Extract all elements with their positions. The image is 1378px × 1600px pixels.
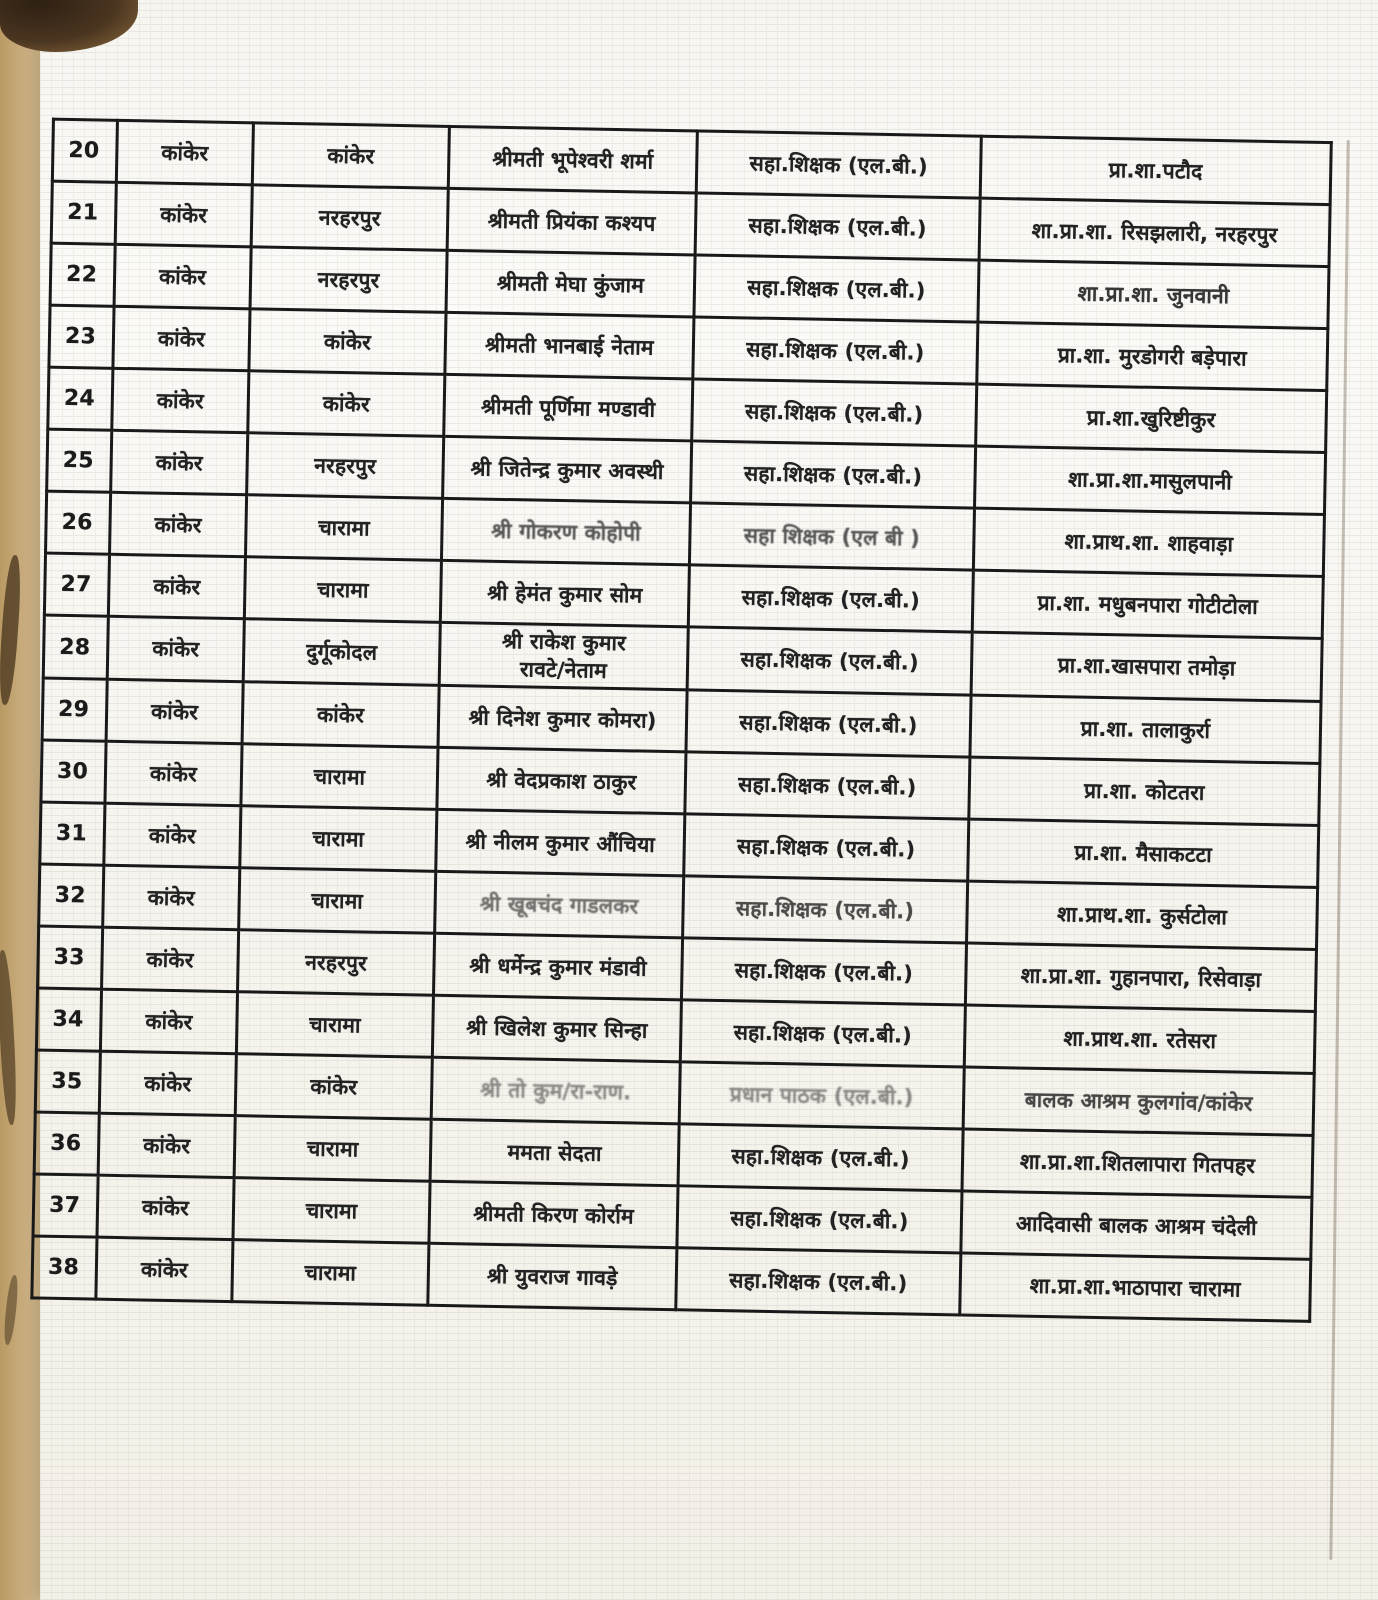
- cell-designation: सहा.शिक्षक (एल.बी.): [693, 317, 978, 384]
- cell-block: कांकेर: [252, 123, 449, 189]
- cell-district: कांकेर: [111, 430, 248, 494]
- cell-school: शा.प्राथ.शा. रतेसरा: [964, 1005, 1315, 1073]
- cell-school: बालक आश्रम कुलगांव/कांकेर: [963, 1067, 1314, 1135]
- cell-serial-number: 32: [39, 864, 104, 927]
- cell-school: प्रा.शा.पटौद: [980, 136, 1331, 204]
- cell-district: कांकेर: [102, 927, 239, 991]
- cell-teacher-name: श्रीमती भानबाई नेताम: [445, 312, 694, 379]
- cell-serial-number: 31: [40, 802, 105, 865]
- cell-teacher-name: श्रीमती पूर्णिमा मण्डावी: [444, 374, 693, 441]
- cell-school: शा.प्रा.शा. गुहानपारा, रिसेवाड़ा: [965, 943, 1316, 1011]
- cell-designation: सहा शिक्षक (एल बी ): [689, 503, 974, 570]
- cell-block: चारामा: [234, 1116, 431, 1182]
- cell-district: कांकेर: [107, 616, 244, 681]
- cell-block: दुर्गूकोदल: [243, 619, 440, 686]
- cell-designation: सहा.शिक्षक (एल.बी.): [684, 814, 969, 881]
- cell-serial-number: 35: [35, 1050, 100, 1113]
- cell-block: कांकेर: [235, 1054, 432, 1120]
- cell-block: चारामा: [232, 1240, 429, 1306]
- cell-designation: सहा.शिक्षक (एल.बी.): [692, 379, 977, 446]
- cell-school: शा.प्राथ.शा. कुर्सटोला: [967, 881, 1318, 949]
- cell-designation: सहा.शिक्षक (एल.बी.): [686, 690, 971, 757]
- cell-serial-number: 33: [38, 926, 103, 989]
- scan-artifact-left-smudge: [0, 950, 19, 1125]
- cell-serial-number: 30: [41, 740, 106, 803]
- cell-teacher-name: श्रीमती मेघा कुंजाम: [446, 250, 695, 317]
- cell-block: कांकेर: [242, 682, 439, 748]
- cell-district: कांकेर: [116, 120, 253, 184]
- teacher-list-table: [30, 118, 1332, 1323]
- cell-designation: सहा.शिक्षक (एल.बी.): [695, 193, 980, 260]
- cell-school: शा.प्रा.शा. रिसझलारी, नरहरपुर: [979, 198, 1330, 266]
- teacher-list-body: [32, 119, 1331, 1321]
- cell-teacher-name: श्री वेदप्रकाश ठाकुर: [437, 747, 686, 814]
- cell-block: चारामा: [236, 992, 433, 1058]
- cell-serial-number: 20: [52, 119, 117, 182]
- cell-school: प्रा.शा.खासपारा तमोड़ा: [971, 632, 1322, 701]
- cell-district: कांकेर: [105, 741, 242, 805]
- cell-block: चारामा: [245, 495, 442, 561]
- cell-school: प्रा.शा. मधुबनपारा गोटीटोला: [972, 570, 1323, 638]
- cell-school: शा.प्रा.शा. जुनवानी: [978, 260, 1329, 328]
- cell-serial-number: 25: [47, 429, 112, 492]
- cell-designation: सहा.शिक्षक (एल.बी.): [687, 627, 972, 695]
- cell-designation: सहा.शिक्षक (एल.बी.): [680, 1000, 965, 1067]
- cell-block: नरहरपुर: [247, 433, 444, 499]
- cell-district: कांकेर: [112, 368, 249, 432]
- cell-teacher-name: श्री खिलेश कुमार सिन्हा: [432, 995, 681, 1062]
- cell-district: कांकेर: [98, 1113, 235, 1177]
- cell-designation: सहा.शिक्षक (एल.बी.): [677, 1186, 962, 1253]
- cell-designation: सहा.शिक्षक (एल.बी.): [681, 938, 966, 1005]
- cell-block: कांकेर: [248, 371, 445, 437]
- cell-teacher-name: श्री नीलम कुमार औंचिया: [436, 809, 685, 876]
- cell-designation: प्रधान पाठक (एल.बी.): [679, 1062, 964, 1129]
- cell-district: कांकेर: [113, 306, 250, 370]
- cell-district: कांकेर: [115, 182, 252, 246]
- cell-district: कांकेर: [97, 1175, 234, 1239]
- cell-school: शा.प्रा.शा.भाठापारा चारामा: [960, 1253, 1311, 1321]
- cell-block: नरहरपुर: [238, 930, 435, 996]
- cell-teacher-name: श्री युवराज गावड़े: [428, 1243, 677, 1310]
- cell-teacher-name: श्री तो कुम/रा-राण.: [431, 1057, 680, 1124]
- scan-artifact-left-smudge: [2, 1275, 19, 1346]
- cell-block: चारामा: [240, 806, 437, 872]
- cell-designation: सहा.शिक्षक (एल.बी.): [683, 876, 968, 943]
- cell-serial-number: 27: [44, 553, 109, 616]
- cell-designation: सहा.शिक्षक (एल.बी.): [678, 1124, 963, 1191]
- cell-designation: सहा.शिक्षक (एल.बी.): [688, 565, 973, 632]
- cell-district: कांकेर: [110, 492, 247, 556]
- cell-teacher-name: ममता सेदता: [430, 1119, 679, 1186]
- cell-teacher-name: श्री खूबचंद गाडलकर: [435, 871, 684, 938]
- cell-serial-number: 22: [50, 243, 115, 306]
- cell-block: नरहरपुर: [251, 185, 448, 251]
- cell-teacher-name: श्री जितेन्द्र कुमार अवस्थी: [443, 436, 692, 503]
- cell-district: कांकेर: [106, 679, 243, 743]
- cell-designation: सहा.शिक्षक (एल.बी.): [685, 752, 970, 819]
- cell-serial-number: 23: [49, 305, 114, 368]
- cell-serial-number: 21: [51, 181, 116, 244]
- cell-teacher-name: श्री गोकरण कोहोपी: [441, 498, 690, 565]
- cell-school: प्रा.शा. तालाकुर्रा: [970, 695, 1321, 763]
- cell-block: चारामा: [233, 1178, 430, 1244]
- cell-teacher-name: श्री धर्मेन्द्र कुमार मंडावी: [433, 933, 682, 1000]
- cell-block: चारामा: [241, 744, 438, 810]
- cell-designation: सहा.शिक्षक (एल.बी.): [696, 131, 981, 198]
- cell-teacher-name: श्रीमती किरण कोर्राम: [429, 1181, 678, 1248]
- cell-block: चारामा: [244, 557, 441, 623]
- cell-teacher-name: श्रीमती प्रियंका कश्यप: [447, 188, 696, 255]
- cell-teacher-name: श्री दिनेश कुमार कोमरा): [438, 685, 687, 752]
- cell-serial-number: 28: [43, 615, 108, 679]
- cell-school: प्रा.शा. मुरडोगरी बड़ेपारा: [977, 322, 1328, 390]
- cell-district: कांकेर: [103, 865, 240, 929]
- cell-district: कांकेर: [108, 554, 245, 618]
- cell-designation: सहा.शिक्षक (एल.बी.): [694, 255, 979, 322]
- cell-teacher-name: श्रीमती भूपेश्वरी शर्मा: [448, 126, 697, 193]
- cell-school: शा.प्रा.शा.मासुलपानी: [975, 446, 1326, 514]
- cell-school: प्रा.शा.खुरिष्टीकुर: [976, 384, 1327, 452]
- scan-artifact-left-smudge: [0, 555, 23, 706]
- cell-district: कांकेर: [99, 1051, 236, 1115]
- cell-serial-number: 26: [46, 491, 111, 554]
- cell-school: शा.प्राथ.शा. शाहवाड़ा: [973, 508, 1324, 576]
- cell-district: कांकेर: [96, 1237, 233, 1301]
- cell-serial-number: 24: [48, 367, 113, 430]
- cell-school: शा.प्रा.शा.शितलापारा गितपहर: [962, 1129, 1313, 1197]
- cell-serial-number: 29: [42, 678, 107, 741]
- cell-serial-number: 38: [32, 1236, 97, 1299]
- cell-teacher-name: श्री हेमंत कुमार सोम: [440, 560, 689, 627]
- cell-designation: सहा.शिक्षक (एल.बी.): [676, 1248, 961, 1315]
- cell-block: नरहरपुर: [250, 247, 447, 313]
- cell-teacher-name: श्री राकेश कुमार रावटे/नेताम: [439, 622, 688, 690]
- cell-serial-number: 34: [36, 988, 101, 1051]
- cell-district: कांकेर: [100, 989, 237, 1053]
- cell-serial-number: 36: [34, 1112, 99, 1175]
- cell-school: प्रा.शा. कोटतरा: [969, 757, 1320, 825]
- cell-school: प्रा.शा. मैसाकटटा: [968, 819, 1319, 887]
- cell-district: कांकेर: [114, 244, 251, 308]
- cell-designation: सहा.शिक्षक (एल.बी.): [691, 441, 976, 508]
- cell-serial-number: 37: [33, 1174, 98, 1237]
- cell-block: चारामा: [239, 868, 436, 934]
- cell-block: कांकेर: [249, 309, 446, 375]
- teacher-list-table-wrap: [30, 118, 1333, 1323]
- cell-school: आदिवासी बालक आश्रम चंदेली: [961, 1191, 1312, 1259]
- cell-district: कांकेर: [104, 803, 241, 867]
